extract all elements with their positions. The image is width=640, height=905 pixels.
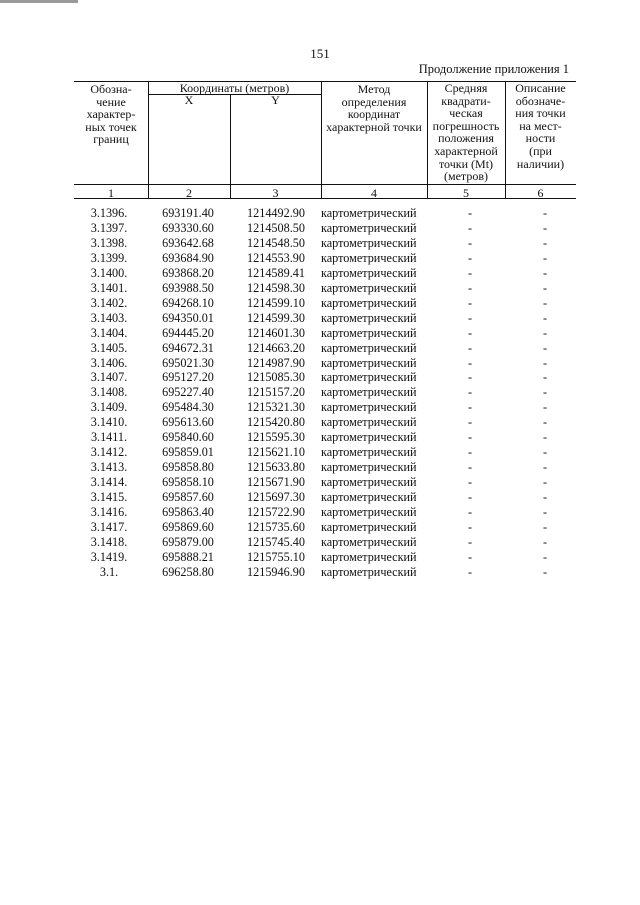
row-x: 693191.40 xyxy=(162,206,214,220)
row-description: - xyxy=(542,430,548,445)
table-row xyxy=(0,370,640,385)
row-x: 695021.30 xyxy=(162,355,214,370)
row-description: - xyxy=(542,340,548,355)
row-description: - xyxy=(542,370,548,385)
row-id: 3.1414. xyxy=(90,475,128,490)
header-col1-line: ных точек xyxy=(85,119,137,134)
row-method: картометрический xyxy=(321,490,417,505)
row-x: 695127.20 xyxy=(162,370,214,385)
row-x: 693988.50 xyxy=(162,280,214,295)
row-method: картометрический xyxy=(321,549,417,564)
row-y: 1214599.10 xyxy=(247,295,305,310)
row-error: - xyxy=(467,295,473,310)
header-col6-line: наличии) xyxy=(516,156,565,171)
row-error: - xyxy=(467,355,473,370)
row-x: 695840.60 xyxy=(162,430,214,445)
page-number: 151 xyxy=(310,46,330,61)
header-col1-line: чение xyxy=(96,94,126,109)
header-bottom-line xyxy=(74,184,576,185)
header-col4-line: Метод xyxy=(357,82,391,96)
row-error: - xyxy=(467,340,473,355)
row-description: - xyxy=(542,220,548,235)
row-y: 1215745.40 xyxy=(247,534,305,549)
row-y: 1215321.30 xyxy=(247,400,305,415)
header-col5-line: (метров) xyxy=(444,169,488,184)
row-y: 1214598.30 xyxy=(247,280,305,295)
table-row xyxy=(0,400,640,415)
row-error: - xyxy=(467,505,473,519)
row-error: - xyxy=(467,206,473,220)
row-error: - xyxy=(467,325,473,340)
row-method: картометрический xyxy=(321,206,417,220)
row-description: - xyxy=(542,235,548,250)
row-y: 1214987.90 xyxy=(247,355,305,370)
table-header xyxy=(74,81,576,199)
header-coords-group: Координаты (метров) xyxy=(179,81,290,95)
row-error: - xyxy=(467,490,473,505)
row-error: - xyxy=(467,549,473,564)
header-col5-line: ческая xyxy=(449,106,483,121)
row-id: 3.1399. xyxy=(90,250,128,265)
row-error: - xyxy=(467,265,473,280)
row-id: 3.1403. xyxy=(90,310,128,325)
row-id: 3.1408. xyxy=(90,385,128,400)
col-number-2: 2 xyxy=(186,186,192,200)
table-row xyxy=(0,356,640,371)
row-description: - xyxy=(542,475,548,490)
row-y: 1215755.10 xyxy=(247,549,305,564)
row-error: - xyxy=(467,400,473,415)
header-col5-line: точки (Mt) xyxy=(438,156,494,171)
row-error: - xyxy=(467,310,473,325)
row-method: картометрический xyxy=(321,505,417,519)
col-number-4: 4 xyxy=(371,186,377,200)
row-y: 1214589.41 xyxy=(247,265,305,280)
row-error: - xyxy=(467,385,473,400)
row-x: 695869.60 xyxy=(162,519,214,534)
table-row xyxy=(0,281,640,296)
row-method: картометрический xyxy=(321,475,417,490)
row-y: 1215633.80 xyxy=(247,460,305,475)
row-id: 3.1413. xyxy=(90,460,128,475)
row-x: 693868.20 xyxy=(162,265,214,280)
header-col5 xyxy=(427,82,505,183)
table-row xyxy=(0,266,640,281)
table-row xyxy=(0,415,640,430)
header-col5-line: характерной xyxy=(434,143,498,158)
header-col1-line: характер- xyxy=(86,107,136,122)
header-col5-line: погрешность xyxy=(432,118,500,133)
row-error: - xyxy=(467,534,473,549)
row-id: 3.1401. xyxy=(90,280,128,295)
row-error: - xyxy=(467,220,473,235)
col-number-5: 5 xyxy=(463,186,469,200)
row-x: 694672.31 xyxy=(162,340,214,355)
row-method: картометрический xyxy=(321,460,417,475)
table-row xyxy=(0,326,640,341)
table-row xyxy=(0,236,640,251)
row-id: 3.1398. xyxy=(90,235,128,250)
row-method: картометрический xyxy=(321,310,417,325)
row-method: картометрический xyxy=(321,220,417,235)
row-description: - xyxy=(542,355,548,370)
continuation-note: Продолжение приложения 1 xyxy=(418,62,569,76)
row-id: 3.1412. xyxy=(90,445,128,460)
table-row xyxy=(0,565,640,580)
row-x: 694445.20 xyxy=(162,325,214,340)
row-description: - xyxy=(542,564,548,579)
table-row xyxy=(0,221,640,236)
row-error: - xyxy=(467,475,473,490)
row-method: картометрический xyxy=(321,325,417,340)
row-method: картометрический xyxy=(321,370,417,385)
row-method: картометрический xyxy=(321,534,417,549)
row-y: 1214508.50 xyxy=(247,220,305,235)
header-col4-line: координат xyxy=(347,107,401,122)
header-col1-line: Обозна- xyxy=(90,82,132,96)
row-id: 3.1400. xyxy=(90,265,128,280)
col-divider-2 xyxy=(230,94,231,199)
header-col6-line: на мест- xyxy=(519,118,562,133)
table-row xyxy=(0,206,640,221)
row-description: - xyxy=(542,460,548,475)
table-row xyxy=(0,460,640,475)
table-row xyxy=(0,251,640,266)
row-x: 695857.60 xyxy=(162,490,214,505)
row-method: картометрический xyxy=(321,340,417,355)
row-y: 1215157.20 xyxy=(247,385,305,400)
row-y: 1215735.60 xyxy=(247,519,305,534)
header-col6 xyxy=(505,82,576,170)
row-method: картометрический xyxy=(321,265,417,280)
row-x: 695863.40 xyxy=(162,505,214,519)
row-description: - xyxy=(542,549,548,564)
row-error: - xyxy=(467,460,473,475)
header-col5-line: квадрати- xyxy=(441,93,491,108)
row-method: картометрический xyxy=(321,235,417,250)
row-method: картометрический xyxy=(321,295,417,310)
row-id: 3.1411. xyxy=(90,430,128,445)
row-x: 694350.01 xyxy=(162,310,214,325)
row-description: - xyxy=(542,415,548,430)
table-row xyxy=(0,490,640,505)
row-x: 694268.10 xyxy=(162,295,214,310)
row-x: 695858.10 xyxy=(162,475,214,490)
row-method: картометрический xyxy=(321,250,417,265)
header-col6-line: Описание xyxy=(515,81,566,95)
row-y: 1214601.30 xyxy=(247,325,305,340)
header-col5-line: Средняя xyxy=(444,81,488,95)
header-col6-line: (при xyxy=(529,143,552,158)
row-error: - xyxy=(467,415,473,430)
table-row xyxy=(0,535,640,550)
row-description: - xyxy=(542,519,548,534)
row-description: - xyxy=(542,280,548,295)
row-id: 3.1416. xyxy=(90,505,128,519)
row-description: - xyxy=(542,490,548,505)
table-row xyxy=(0,520,640,535)
table-row xyxy=(0,505,640,520)
row-id: 3.1396. xyxy=(90,206,128,220)
row-description: - xyxy=(542,250,548,265)
row-y: 1214548.50 xyxy=(247,235,305,250)
row-id: 3.1419. xyxy=(90,549,128,564)
row-y: 1214492.90 xyxy=(247,206,305,220)
table-row xyxy=(0,341,640,356)
row-error: - xyxy=(467,280,473,295)
row-method: картометрический xyxy=(321,280,417,295)
row-method: картометрический xyxy=(321,355,417,370)
row-description: - xyxy=(542,206,548,220)
row-description: - xyxy=(542,385,548,400)
header-col4 xyxy=(321,83,427,133)
scan-corner-mark xyxy=(0,0,78,3)
row-method: картометрический xyxy=(321,430,417,445)
row-description: - xyxy=(542,310,548,325)
row-y: 1215595.30 xyxy=(247,430,305,445)
row-method: картометрический xyxy=(321,564,417,579)
row-id: 3.1407. xyxy=(90,370,128,385)
row-id: 3.1418. xyxy=(90,534,128,549)
header-col5-line: положения xyxy=(438,131,494,146)
header-col2: X xyxy=(184,93,194,107)
header-col4-line: определения xyxy=(341,94,407,109)
header-col6-line: ния точки xyxy=(515,106,566,121)
row-y: 1215085.30 xyxy=(247,370,305,385)
row-error: - xyxy=(467,250,473,265)
row-x: 695484.30 xyxy=(162,400,214,415)
row-id: 3.1404. xyxy=(90,325,128,340)
table-row xyxy=(0,445,640,460)
col-number-1: 1 xyxy=(108,186,114,200)
row-id: 3.1415. xyxy=(90,490,128,505)
row-description: - xyxy=(542,295,548,310)
row-y: 1215420.80 xyxy=(247,415,305,430)
row-x: 693330.60 xyxy=(162,220,214,235)
row-method: картометрический xyxy=(321,385,417,400)
row-y: 1215946.90 xyxy=(247,564,305,579)
row-description: - xyxy=(542,265,548,280)
row-id: 3.1406. xyxy=(90,355,128,370)
row-y: 1214663.20 xyxy=(247,340,305,355)
row-id: 3.1402. xyxy=(90,295,128,310)
table-row xyxy=(0,311,640,326)
header-col6-line: ности xyxy=(525,131,556,146)
col-number-6: 6 xyxy=(537,186,544,200)
row-x: 695858.80 xyxy=(162,460,214,475)
header-col4-line: характерной точки xyxy=(326,119,422,134)
row-x: 695613.60 xyxy=(162,415,214,430)
row-x: 693684.90 xyxy=(162,250,214,265)
row-y: 1215671.90 xyxy=(247,475,305,490)
row-error: - xyxy=(467,430,473,445)
row-x: 695227.40 xyxy=(162,385,214,400)
row-error: - xyxy=(467,235,473,250)
row-id: 3.1397. xyxy=(90,220,128,235)
row-y: 1214553.90 xyxy=(247,250,305,265)
row-error: - xyxy=(467,445,473,460)
row-id: 3.1405. xyxy=(90,340,128,355)
row-description: - xyxy=(542,445,548,460)
row-error: - xyxy=(467,370,473,385)
row-description: - xyxy=(542,400,548,415)
table-row xyxy=(0,550,640,565)
row-y: 1215697.30 xyxy=(247,490,305,505)
row-x: 695888.21 xyxy=(162,549,214,564)
row-method: картометрический xyxy=(321,445,417,460)
header-col6-line: обозначе- xyxy=(515,93,566,108)
row-description: - xyxy=(542,325,548,340)
row-description: - xyxy=(542,505,548,519)
header-col1 xyxy=(74,83,148,146)
table-row xyxy=(0,430,640,445)
row-x: 693642.68 xyxy=(162,235,214,250)
header-col1-line: границ xyxy=(93,132,129,147)
row-error: - xyxy=(467,564,473,579)
row-error: - xyxy=(467,519,473,534)
row-y: 1215621.10 xyxy=(247,445,305,460)
row-y: 1214599.30 xyxy=(247,310,305,325)
row-id: 3.1. xyxy=(99,564,119,579)
header-col3: Y xyxy=(271,93,280,107)
row-method: картометрический xyxy=(321,415,417,430)
row-id: 3.1417. xyxy=(90,519,128,534)
row-id: 3.1409. xyxy=(90,400,128,415)
row-x: 696258.80 xyxy=(162,564,214,579)
table-row xyxy=(0,475,640,490)
row-x: 695879.00 xyxy=(162,534,214,549)
row-y: 1215722.90 xyxy=(247,505,305,519)
table-row xyxy=(0,385,640,400)
row-description: - xyxy=(542,534,548,549)
col-number-3: 3 xyxy=(272,186,279,200)
row-method: картометрический xyxy=(321,400,417,415)
row-id: 3.1410. xyxy=(90,415,128,430)
row-method: картометрический xyxy=(321,519,417,534)
table-row xyxy=(0,296,640,311)
row-x: 695859.01 xyxy=(162,445,214,460)
